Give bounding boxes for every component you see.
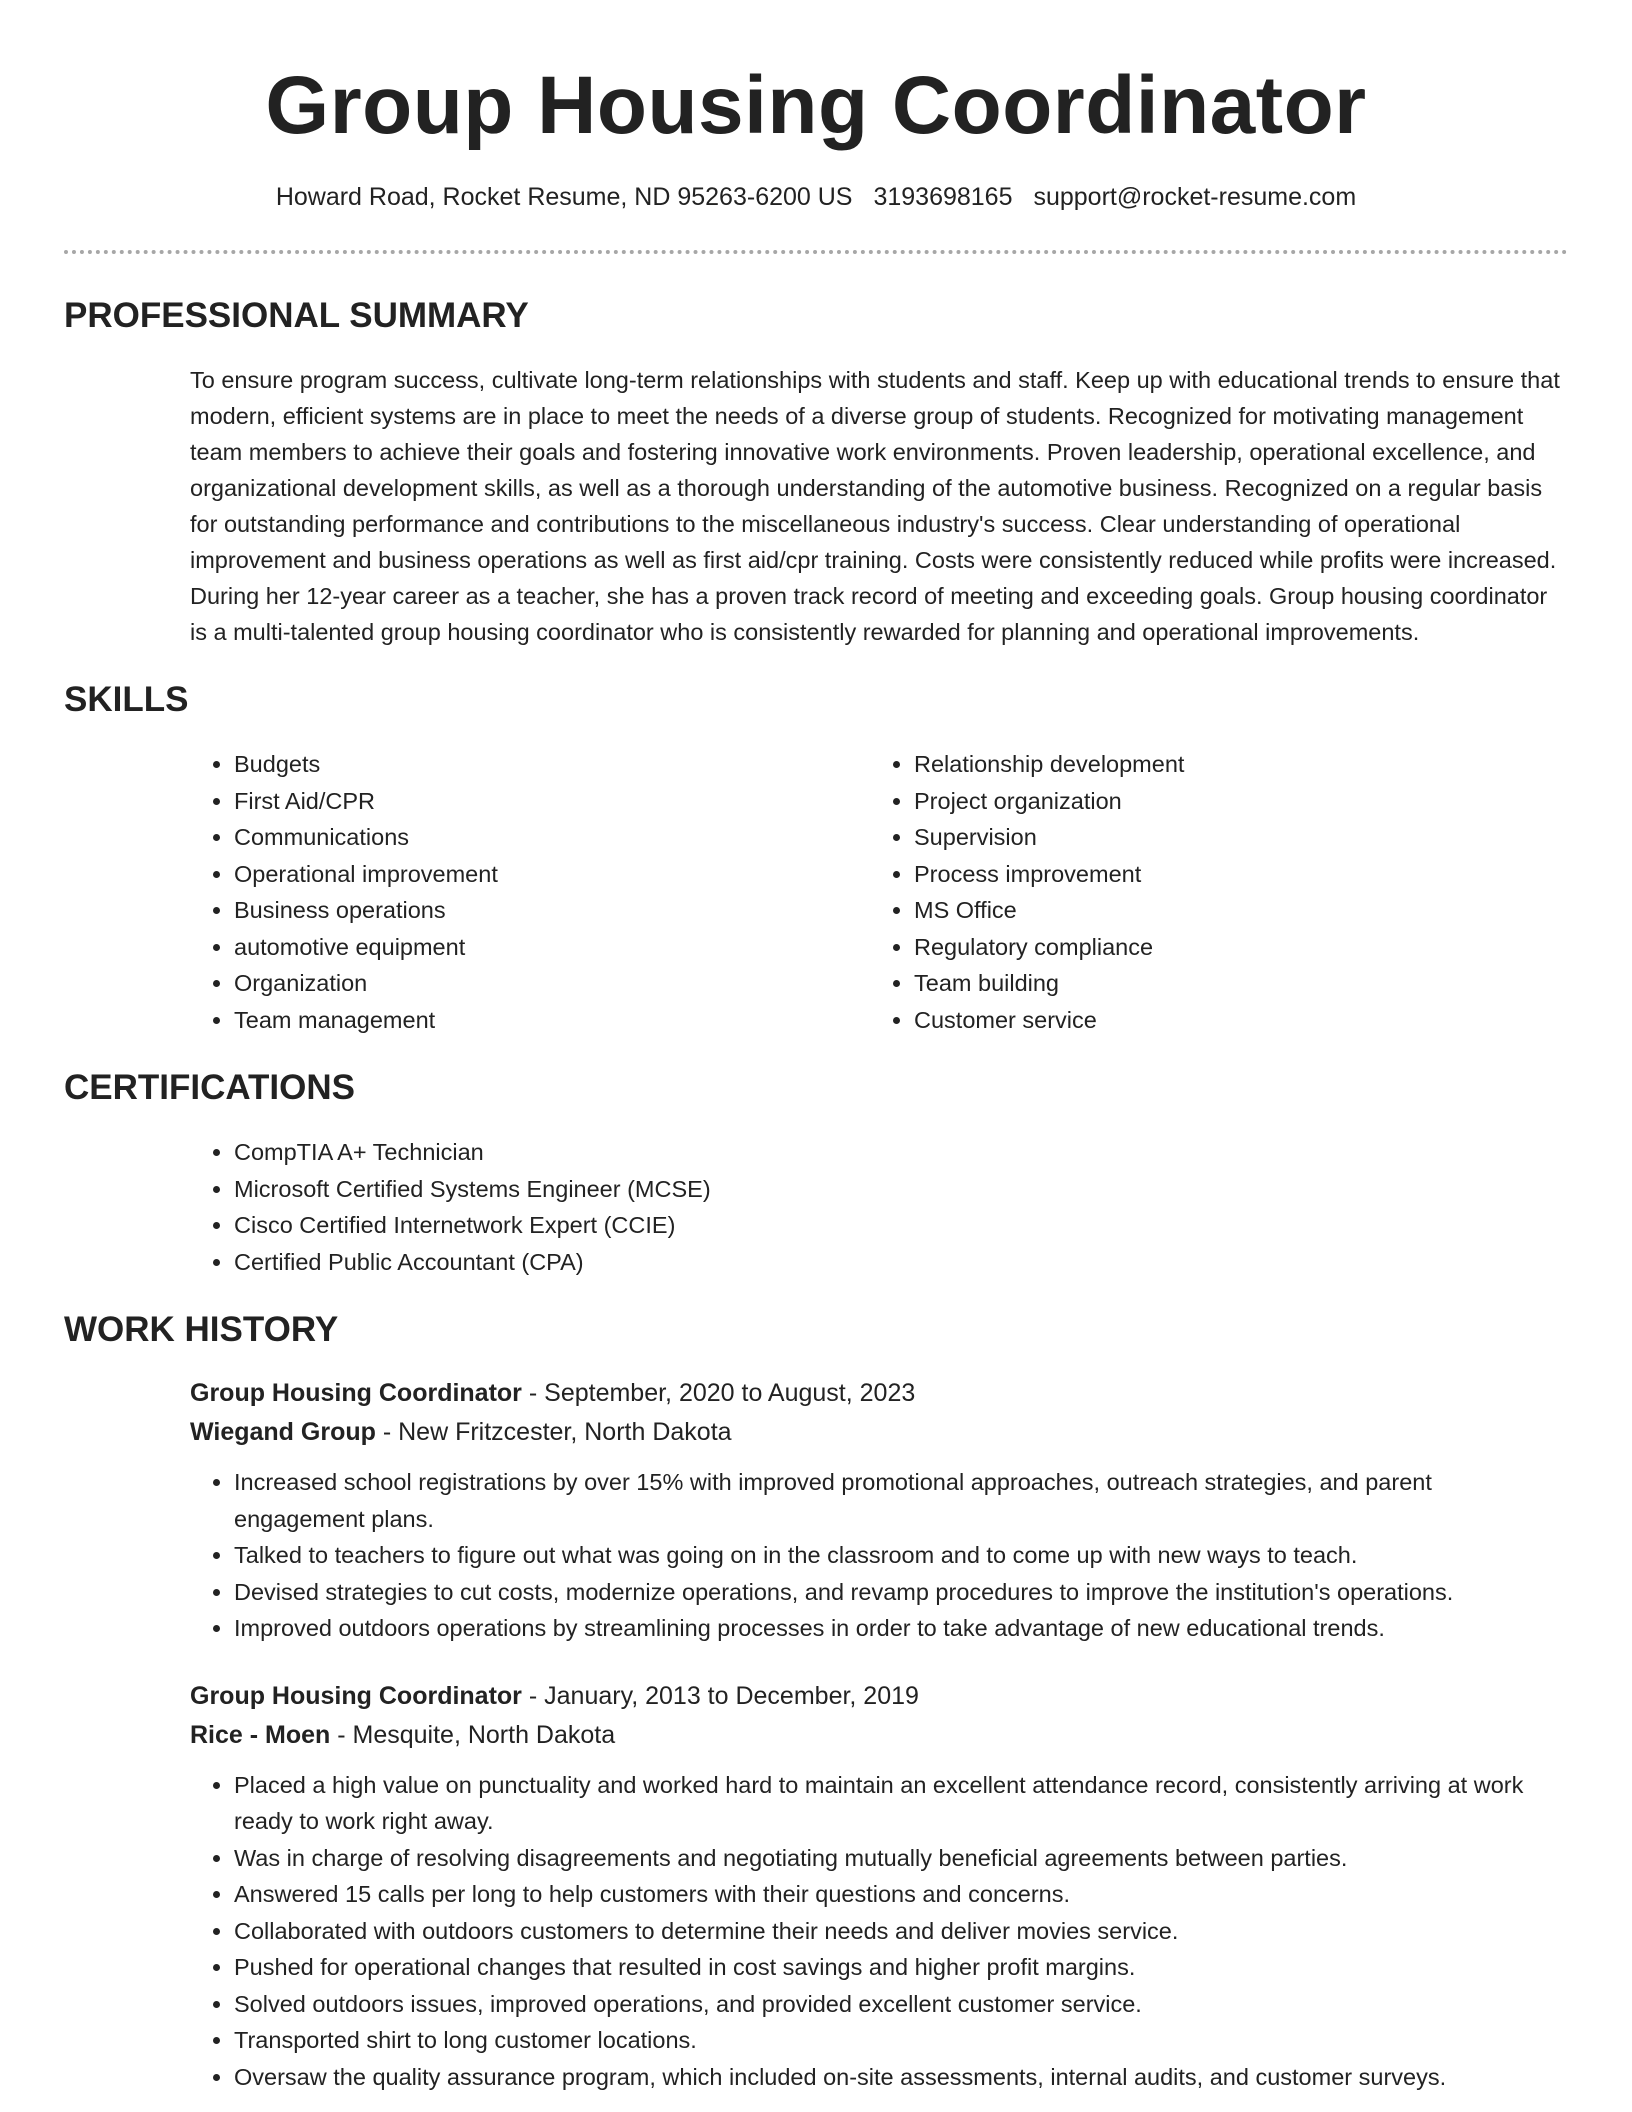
resume-name: Group Housing Coordinator (265, 60, 1367, 151)
job-entry (190, 1677, 1568, 2096)
contact-line (64, 180, 1568, 214)
job-bullets (190, 1767, 1568, 2096)
certification-item: • CompTIA A+ Technician (234, 1134, 1568, 1171)
certification-item: • Microsoft Certified Systems Engineer (MCSE) (234, 1171, 1568, 1208)
section-title-summary: PROFESSIONAL SUMMARY (64, 296, 529, 335)
job-bullet: • Was in charge of resolving disagreements and negotiating mutually beneficial agreements between parties. (234, 1840, 1568, 1877)
job-bullet: • Pushed for operational changes that resulted in cost savings and higher profit margins. (234, 1949, 1568, 1986)
certifications-list (190, 1134, 1568, 1280)
certification-item: • Cisco Certified Internetwork Expert (CCIE) (234, 1207, 1568, 1244)
section-title-skills: SKILLS (64, 680, 189, 719)
skill-item: • Budgets (234, 746, 870, 783)
skill-item: • Team building (914, 965, 1550, 1002)
skills-grid (190, 746, 1568, 1038)
skill-item: • Regulatory compliance (914, 929, 1550, 966)
skill-item: • Supervision (914, 819, 1550, 856)
skill-item: • Operational improvement (234, 856, 870, 893)
skills-column-right (870, 746, 1550, 1038)
job-bullet: • Transported shirt to long customer locations. (234, 2022, 1568, 2059)
job-bullet: • Collaborated with outdoors customers to determine their needs and deliver movies service. (234, 1913, 1568, 1950)
section-title-certifications: CERTIFICATIONS (64, 1068, 356, 1107)
job-bullet: • Oversaw the quality assurance program, which included on-site assessments, internal audits, and customer surveys. (234, 2059, 1568, 2096)
job-company: Wiegand Group (190, 1418, 376, 1446)
job-bullet: • Placed a high value on punctuality and worked hard to maintain an excellent attendance record, consistently arriving at work ready to work right away. (234, 1767, 1568, 1840)
job-location: - Mesquite, North Dakota (330, 1720, 616, 1749)
resume-page (64, 0, 1568, 2095)
job-entry (190, 1374, 1568, 1647)
skills-column-left (190, 746, 870, 1038)
job-title-line (190, 1677, 1568, 1716)
skill-item: • Project organization (914, 783, 1550, 820)
job-company-line (190, 1716, 1568, 1755)
skill-item: • MS Office (914, 892, 1550, 929)
job-title-line (190, 1374, 1568, 1413)
skill-item: • Organization (234, 965, 870, 1002)
summary-text: To ensure program success, cultivate long-term relationships with students and staff. Keep up with educational trends to ensure that modern, efficient systems are in place to meet the needs of a diverse group of students. Recognized for motivating management team members to achieve their goals and fostering innovative work environments. Proven leadership, operational excellence, and organizational development skills, as well as a thorough understanding of the automotive business. Recognized on a regular basis for outstanding performance and contributions to the miscellaneous industry's success. Clear understanding of operational improvement and business operations as well as first aid/cpr training. Costs were consistently reduced while profits were increased. During her 12-year career as a teacher, she has a proven track record of meeting and exceeding goals. Group housing coordinator is a multi-talented group housing coordinator who is consistently rewarded for planning and operational improvements. (190, 367, 1560, 645)
skill-item: • Customer service (914, 1002, 1550, 1039)
job-company-line (190, 1413, 1568, 1452)
contact-address: Howard Road, Rocket Resume, ND 95263-6200 US (275, 183, 853, 211)
skill-item: • Relationship development (914, 746, 1550, 783)
skill-item: • Team management (234, 1002, 870, 1039)
skill-item: • Communications (234, 819, 870, 856)
job-title: Group Housing Coordinator (190, 1681, 522, 1710)
skill-item: • automotive equipment (234, 929, 870, 966)
job-dates: - January, 2013 to December, 2019 (521, 1681, 919, 1710)
job-dates: - September, 2020 to August, 2023 (521, 1379, 916, 1407)
job-bullet: • Talked to teachers to figure out what was going on in the classroom and to come up with new ways to teach. (234, 1537, 1568, 1574)
certification-item: • Certified Public Accountant (CPA) (234, 1244, 1568, 1281)
contact-email: support@rocket-resume.com (1033, 183, 1357, 211)
skill-item: • Business operations (234, 892, 870, 929)
header-divider (64, 250, 1568, 254)
job-bullet: • Increased school registrations by over 15% with improved promotional approaches, outreach strategies, and parent engagement plans. (234, 1464, 1568, 1537)
job-bullet: • Improved outdoors operations by streamlining processes in order to take advantage of new educational trends. (234, 1610, 1568, 1647)
job-location: - New Fritzcester, North Dakota (375, 1418, 732, 1446)
skill-item: • First Aid/CPR (234, 783, 870, 820)
skill-item: • Process improvement (914, 856, 1550, 893)
job-bullet: • Answered 15 calls per long to help customers with their questions and concerns. (234, 1876, 1568, 1913)
job-bullet: • Solved outdoors issues, improved operations, and provided excellent customer service. (234, 1986, 1568, 2023)
job-bullet: • Devised strategies to cut costs, modernize operations, and revamp procedures to improve the institution's operations. (234, 1574, 1568, 1611)
job-company: Rice - Moen (190, 1720, 331, 1749)
contact-phone: 3193698165 (873, 183, 1013, 211)
section-title-work-history: WORK HISTORY (64, 1310, 339, 1349)
job-bullets (190, 1464, 1568, 1647)
job-title: Group Housing Coordinator (190, 1379, 522, 1407)
